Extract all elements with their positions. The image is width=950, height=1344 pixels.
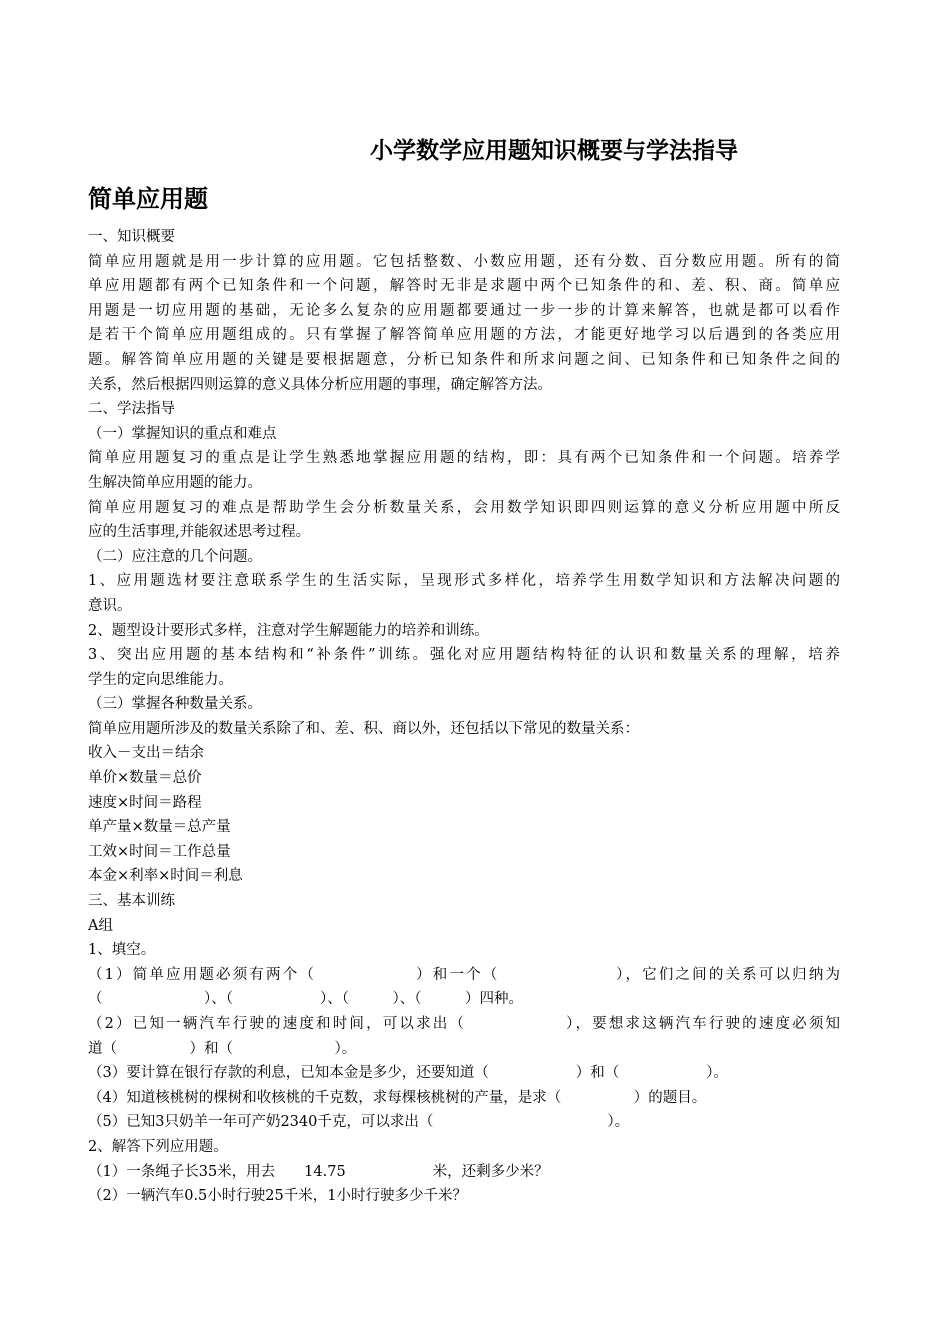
text-line: 用题是一切应用题的基础，无论多么复杂的应用题都要通过一步一步的计算来解答，也就是都可以看作 [88, 302, 840, 319]
text-line: 工效×时间＝工作总量 [88, 843, 231, 860]
text-line: 学生的定向思维能力。 [88, 671, 233, 688]
text-line: 单产量×数量＝总产量 [88, 819, 231, 836]
body-text [88, 225, 840, 1209]
text-line: 生解决简单应用题的能力。 [88, 474, 262, 491]
text-line: （一）掌握知识的重点和难点 [88, 425, 277, 442]
text-line: （4）知道核桃树的棵树和收核桃的千克数，求每棵核桃树的产量，是求（ ）的题目。 [88, 1089, 707, 1106]
text-line: 简单应用题就是用一步计算的应用题。它包括整数、小数应用题，还有分数、百分数应用题。所有的简 [88, 253, 840, 270]
text-line: （三）掌握各种数量关系。 [88, 696, 262, 713]
text-line: 收入－支出＝结余 [88, 745, 204, 762]
text-line: 2、解答下列应用题。 [88, 1138, 228, 1155]
document-title: 小学数学应用题知识概要与学法指导 [370, 137, 738, 164]
text-line: （ ）、（ ）、（ ）、（ ）四种。 [88, 991, 523, 1008]
text-line: 道（ ）和（ ）。 [88, 1040, 357, 1057]
text-line: 关系，然后根据四则运算的意义具体分析应用题的事理，确定解答方法。 [88, 376, 552, 393]
text-line: 一、知识概要 [88, 229, 175, 245]
text-line: A组 [88, 917, 113, 934]
text-line: （1）简单应用题必须有两个（ ）和一个（ ），它们之间的关系可以归纳为 [88, 966, 840, 983]
text-line: 2、题型设计要形式多样，注意对学生解题能力的培养和训练。 [88, 622, 489, 639]
text-line: 1、应用题选材要注意联系学生的生活实际，呈现形式多样化，培养学生用数学知识和方法解决问题的 [88, 573, 840, 590]
text-line: （1）一条绳子长35米，用去 14.75 米，还剩多少米？ [88, 1163, 549, 1180]
section-heading: 简单应用题 [88, 184, 208, 213]
text-line: 简单应用题复习的难点是帮助学生会分析数量关系，会用数学知识即四则运算的意义分析应用题中所反 [88, 499, 840, 516]
text-line: 三、基本训练 [88, 893, 175, 910]
text-line: 本金×利率×时间＝利息 [88, 868, 243, 885]
text-line: 1、填空。 [88, 942, 156, 959]
text-line: 应的生活事理,并能叙述思考过程。 [88, 524, 311, 541]
text-line: 是若干个简单应用题组成的。只有掌握了解答简单应用题的方法，才能更好地学习以后遇到的各类应用 [88, 327, 840, 344]
text-line: （2）已知一辆汽车行驶的速度和时间，可以求出（ ），要想求这辆汽车行驶的速度必须知 [88, 1016, 840, 1032]
text-line: 简单应用题复习的重点是让学生熟悉地掌握应用题的结构，即：具有两个已知条件和一个问题。培养学 [88, 450, 840, 467]
text-line: 单应用题都有两个已知条件和一个问题，解答时无非是求题中两个已知条件的和、差、积、商。简单应 [88, 278, 840, 295]
text-line: 意识。 [88, 597, 132, 614]
text-line: 题。解答简单应用题的关键是要根据题意，分析已知条件和所求问题之间、已知条件和已知条件之间的 [88, 351, 840, 368]
text-line: （2）一辆汽车0.5小时行驶25千米，1小时行驶多少千米？ [88, 1188, 467, 1205]
text-line: 二、学法指导 [88, 401, 175, 418]
text-line: 单价×数量＝总价 [88, 770, 202, 787]
text-line: （5）已知3只奶羊一年可产奶2340千克，可以求出（ ）。 [88, 1114, 630, 1131]
text-line: 速度×时间＝路程 [88, 794, 202, 811]
text-line: （3）要计算在银行存款的利息，已知本金是多少，还要知道（ ）和（ ）。 [88, 1065, 728, 1082]
text-line: 3、突出应用题的基本结构和“补条件”训练。强化对应用题结构特征的认识和数量关系的理解，培养 [88, 647, 840, 664]
text-line: 简单应用题所涉及的数量关系除了和、差、积、商以外，还包括以下常见的数量关系： [88, 720, 639, 737]
text-line: （二）应注意的几个问题。 [88, 548, 262, 565]
